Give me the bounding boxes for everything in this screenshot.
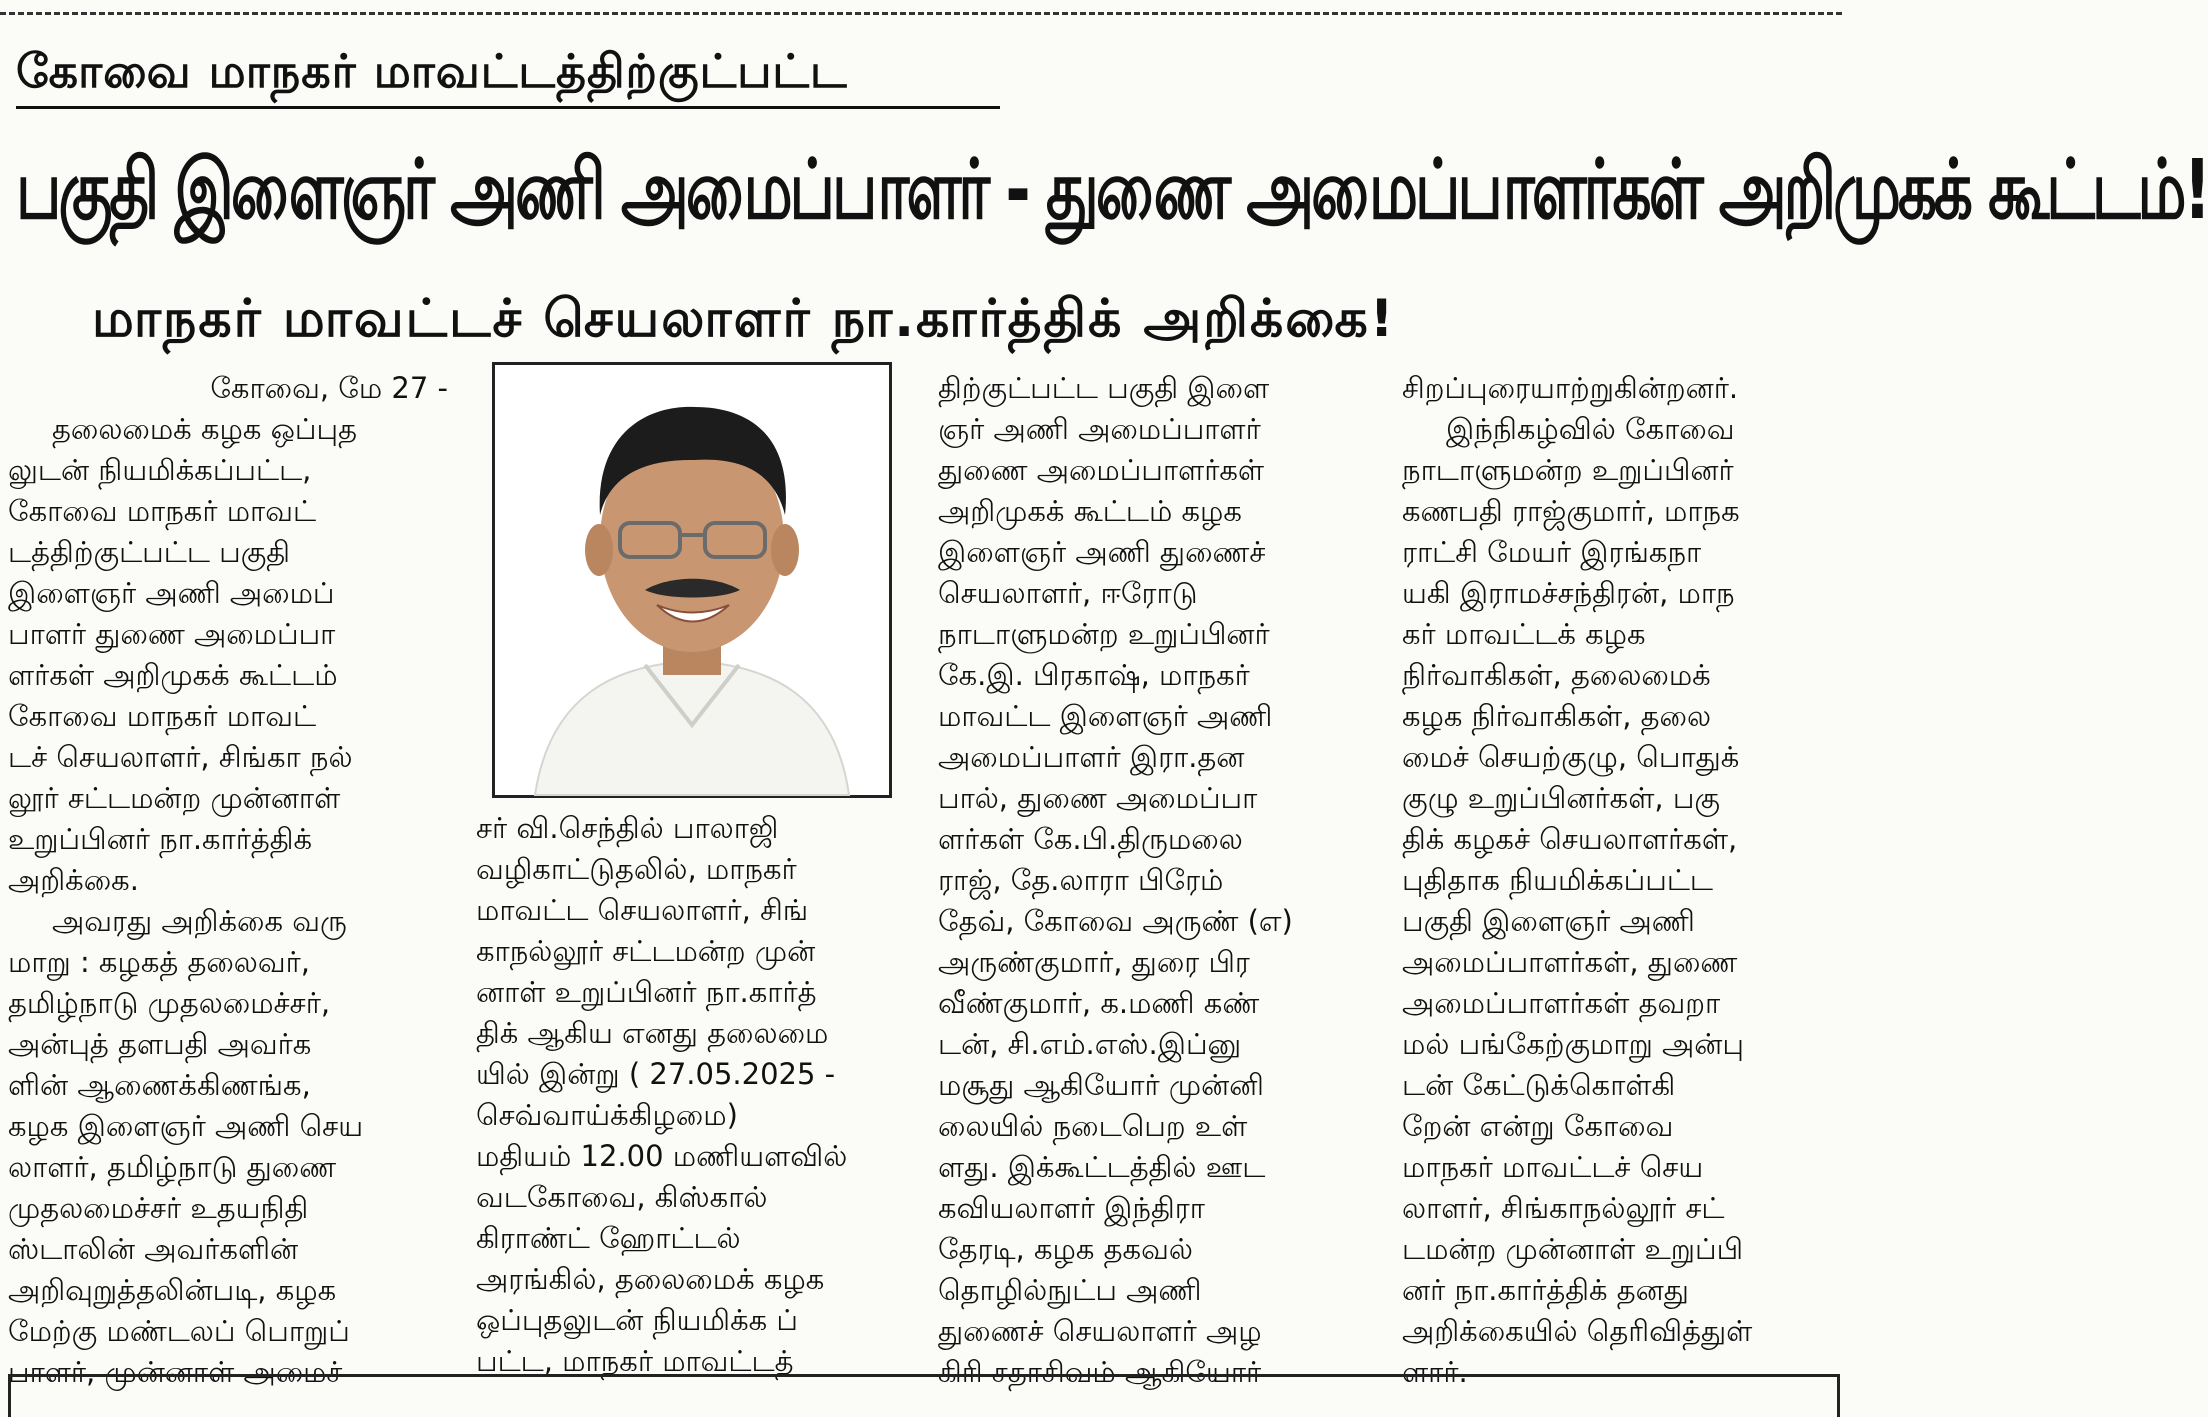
text-line: சர் வி.செந்தில் பாலாஜி [476,811,779,845]
text-line: டச் செயலாளர், சிங்கா நல் [8,740,353,774]
text-line: ஞர் அணி அமைப்பாளர் [938,412,1261,446]
text-line: கவியலாளர் இந்திரா [938,1191,1205,1225]
text-line: அறிவுறுத்தலின்படி, கழக [8,1273,337,1307]
text-line: னாள் உறுப்பினர் நா.கார்த் [476,975,817,1009]
text-line: அறிமுகக் கூட்டம் கழக [938,494,1242,528]
text-line: லாளர், சிங்காநல்லூர் சட் [1402,1191,1725,1225]
article-column-1 [8,368,448,1393]
text-line: அன்புத் தளபதி அவர்க [8,1027,312,1061]
text-line: காநல்லூர் சட்டமன்ற முன் [476,934,816,968]
text-line: ளர்கள் கே.பி.திருமலை [938,822,1243,856]
text-line: அமைப்பாளர் இரா.தன [938,740,1245,774]
text-line: அவரது அறிக்கை வரு [52,904,347,938]
sub-headline: மாநகர் மாவட்டச் செயலாளர் நா.கார்த்திக் அறிக்கை! [92,289,1396,349]
text-line: நாடாளுமன்ற உறுப்பினர் [938,617,1270,651]
text-line: பட்ட, மாநகர் மாவட்டத் [476,1344,794,1378]
text-line: டமன்ற முன்னாள் உறுப்பி [1402,1232,1744,1266]
article-column-2 [476,808,912,1382]
text-line: அமைப்பாளர்கள் தவறா [1402,986,1721,1020]
text-line: கர் மாவட்டக் கழக [1402,617,1646,651]
bottom-box-border [8,1374,1840,1417]
text-line: தேவ், கோவை அருண் (எ) [938,904,1293,938]
text-line: ளார். [1402,1355,1468,1389]
text-line: லுடன் நியமிக்கப்பட்ட, [8,453,312,487]
text-line: மசூது ஆகியோர் முன்னி [938,1068,1264,1102]
text-line: பாளர், முன்னாள் அமைச் [8,1355,343,1389]
article-column-4 [1402,368,1838,1393]
text-line: இளைஞர் அணி அமைப் [8,576,335,610]
text-line: செயலாளர், ஈரோடு [938,576,1198,610]
text-line: செவ்வாய்க்கிழமை) [476,1098,738,1132]
text-line: தலைமைக் கழக ஒப்புத [52,412,357,446]
article-column-3 [938,368,1374,1393]
text-line: மாநகர் மாவட்டச் செய [1402,1150,1704,1184]
text-line: மல் பங்கேற்குமாறு அன்பு [1402,1027,1744,1061]
text-line: லையில் நடைபெற உள் [938,1109,1248,1143]
text-line: சிறப்புரையாற்றுகின்றனர். [1402,371,1739,405]
text-line: தமிழ்நாடு முதலமைச்சர், [8,986,331,1020]
text-line: தேரடி, கழக தகவல் [938,1232,1193,1266]
text-line: பாளர் துணை அமைப்பா [8,617,336,651]
dateline: கோவை, மே 27 - [210,371,448,405]
text-line: புதிதாக நியமிக்கப்பட்ட [1402,863,1713,897]
text-line: லாளர், தமிழ்நாடு துணை [8,1150,337,1184]
text-line: மாவட்ட செயலாளர், சிங் [476,893,809,927]
text-line: மாறு : கழகத் தலைவர், [8,945,311,979]
text-line: இளைஞர் அணி துணைச் [938,535,1266,569]
text-line: திக் ஆகிய எனது தலைமை [476,1016,829,1050]
text-line: பகுதி இளைஞர் அணி [1402,904,1695,938]
text-line: யகி இராமச்சந்திரன், மாந [1402,576,1735,610]
text-line: பால், துணை அமைப்பா [938,781,1258,815]
text-line: மேற்கு மண்டலப் பொறுப் [8,1314,350,1348]
text-line: யில் இன்று ( 27.05.2025 - [476,1057,836,1091]
text-line: ஸ்டாலின் அவர்களின் [8,1232,299,1266]
text-line: திக் கழகச் செயலாளர்கள், [1402,822,1738,856]
text-line: தொழில்நுட்ப அணி [938,1273,1202,1307]
text-line: னர் நா.கார்த்திக் தனது [1402,1273,1689,1307]
text-line: வீண்குமார், க.மணி கண் [938,986,1260,1020]
text-line: நாடாளுமன்ற உறுப்பினர் [1402,453,1734,487]
text-line: லூர் சட்டமன்ற முன்னாள் [8,781,341,815]
text-line: துணை அமைப்பாளர்கள் [938,453,1265,487]
text-line: கழக நிர்வாகிகள், தலை [1402,699,1712,733]
main-headline: பகுதி இளைஞர் அணி அமைப்பாளர் - துணை அமைப்பாளர்கள் அறிமுகக் கூட்டம்! [16,142,2208,239]
text-line: ராஜ், தே.லாரா பிரேம் [938,863,1224,897]
text-line: கணபதி ராஜ்குமார், மாநக [1402,494,1740,528]
text-line: நிர்வாகிகள், தலைமைக் [1402,658,1711,692]
text-line: மைச் செயற்குழு, பொதுக் [1402,740,1740,774]
text-line: கே.இ. பிரகாஷ், மாநகர் [938,658,1250,692]
text-line: அறிக்கையில் தெரிவித்துள் [1402,1314,1753,1348]
text-line: அறிக்கை. [8,863,139,897]
text-line: கிராண்ட் ஹோட்டல் [476,1221,741,1255]
text-line: கோவை மாநகர் மாவட் [8,494,317,528]
text-line: மதியம் 12.00 மணியளவில் [476,1139,848,1173]
text-line: இந்நிகழ்வில் கோவை [1446,412,1735,446]
text-line: டன் கேட்டுக்கொள்கி [1402,1068,1676,1102]
top-dashed-separator [0,12,1842,15]
text-line: முதலமைச்சர் உதயநிதி [8,1191,309,1225]
text-line: டத்திற்குட்பட்ட பகுதி [8,535,291,569]
kicker-heading: கோவை மாநகர் மாவட்டத்திற்குட்பட்ட [16,36,1000,109]
text-line: ஒப்புதலுடன் நியமிக்க ப் [476,1303,798,1337]
text-line: ராட்சி மேயர் இரங்கநா [1402,535,1702,569]
text-line: குழு உறுப்பினர்கள், பகு [1402,781,1720,815]
text-line: உறுப்பினர் நா.கார்த்திக் [8,822,313,856]
text-line: டன், சி.எம்.எஸ்.இப்னு [938,1027,1242,1061]
text-line: அருண்குமார், துரை பிர [938,945,1250,979]
text-line: கிரி சதாசிவம் ஆகியோர் [938,1355,1262,1389]
text-line: ளின் ஆணைக்கிணங்க, [8,1068,311,1102]
text-line: திற்குட்பட்ட பகுதி இளை [938,371,1270,405]
text-line: ளர்கள் அறிமுகக் கூட்டம் [8,658,338,692]
text-line: கோவை மாநகர் மாவட் [8,699,317,733]
text-line: அமைப்பாளர்கள், துணை [1402,945,1738,979]
text-line: அரங்கில், தலைமைக் கழக [476,1262,825,1296]
text-line: வடகோவை, கிஸ்கால் [476,1180,768,1214]
text-line: கழக இளைஞர் அணி செய [8,1109,364,1143]
portrait-photo [492,362,892,798]
text-line: மாவட்ட இளைஞர் அணி [938,699,1273,733]
text-line: ளது. இக்கூட்டத்தில் ஊட [938,1150,1266,1184]
portrait-illustration [495,365,889,795]
text-line: வழிகாட்டுதலில், மாநகர் [476,852,797,886]
text-line: றேன் என்று கோவை [1402,1109,1674,1143]
text-line: துணைச் செயலாளர் அழ [938,1314,1262,1348]
